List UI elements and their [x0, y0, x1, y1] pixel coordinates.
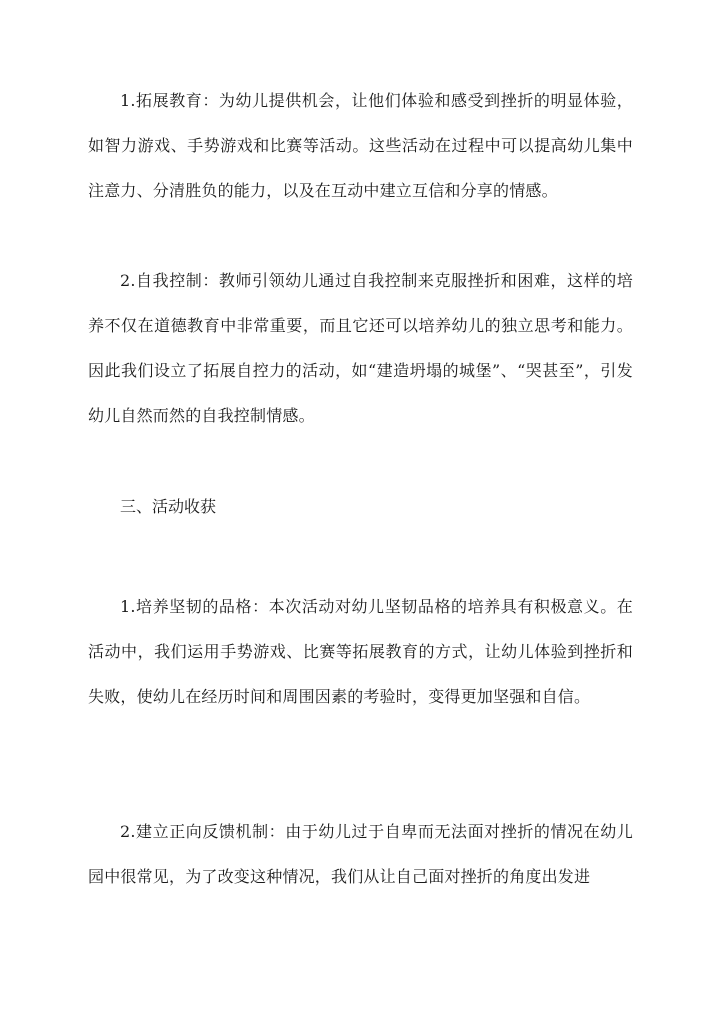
paragraph-resilient-character: 1.培养坚韧的品格：本次活动对幼儿坚韧品格的培养具有积极意义。在活动中，我们运用手势游戏、比赛等拓展教育的方式，让幼儿体验到挫折和失败，使幼儿在经历时间和周围因素的考验时，变得更加坚强和自信。: [88, 597, 633, 706]
paragraph-expansion-education: 1.拓展教育：为幼儿提供机会，让他们体验和感受到挫折的明显体验，如智力游戏、手势游戏和比赛等活动。这些活动在过程中可以提高幼儿集中注意力、分清胜负的能力，以及在互动中建立互信和分享的情感。: [88, 91, 633, 200]
paragraph-positive-feedback: 2.建立正向反馈机制：由于幼儿过于自卑而无法面对挫折的情况在幼儿园中很常见，为了改变这种情况，我们从让自己面对挫折的角度出发进: [88, 822, 633, 886]
paragraph-self-control: 2.自我控制：教师引领幼儿通过自我控制来克服挫折和困难，这样的培养不仅在道德教育中非常重要，而且它还可以培养幼儿的独立思考和能力。因此我们设立了拓展自控力的活动，如“建造坍塌的城堡”、“哭甚至”，引发幼儿自然而然的自我控制情感。: [88, 271, 633, 425]
section-heading-activity-gains: 三、活动收获: [120, 497, 217, 516]
